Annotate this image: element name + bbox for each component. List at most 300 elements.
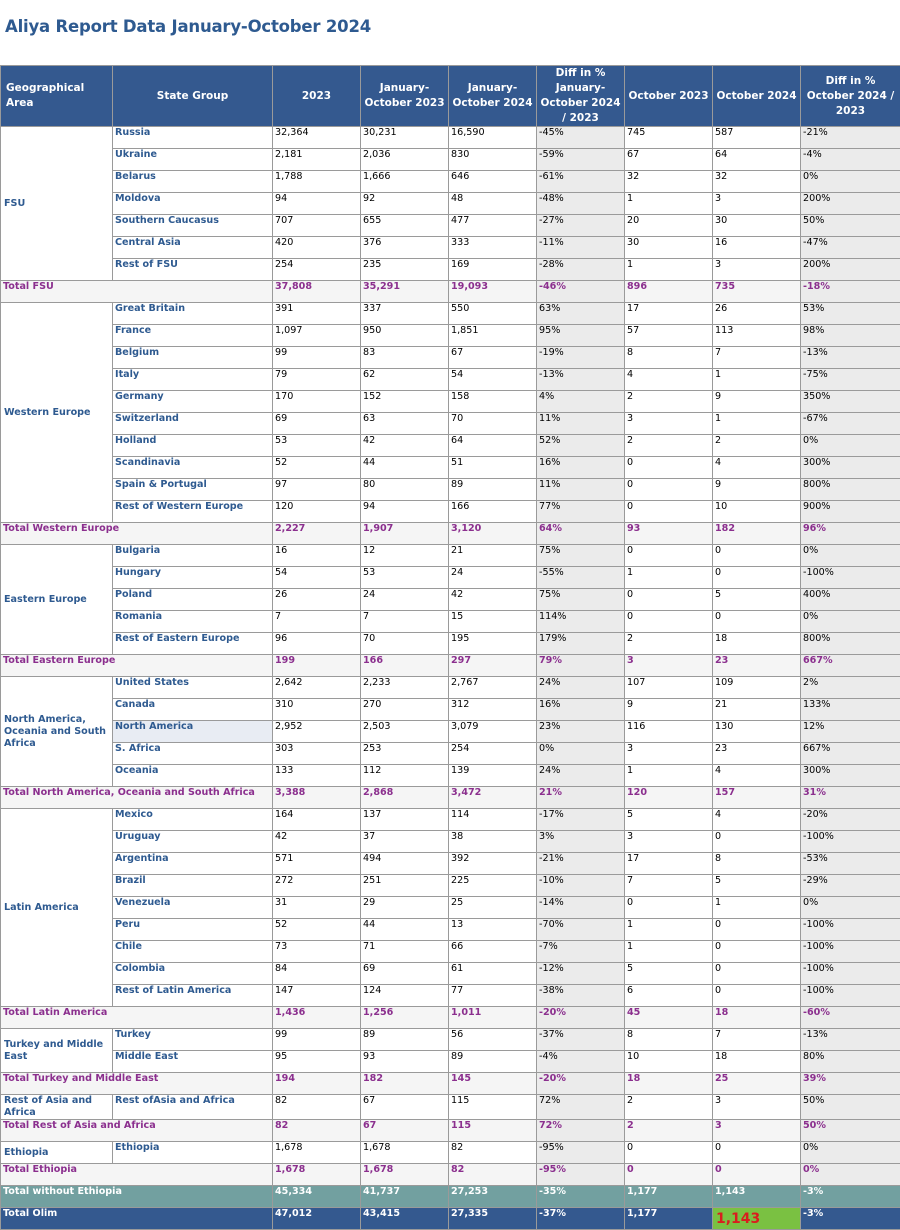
diff-oct-cell: -3% xyxy=(801,1208,900,1230)
value-oct-2024-cell: 23 xyxy=(713,743,801,765)
table-row xyxy=(1,457,900,479)
value-jan-oct-2024-cell: 51 xyxy=(449,457,537,479)
value-oct-2024-cell: 64 xyxy=(713,149,801,171)
value-jan-oct-2024-cell: 67 xyxy=(449,347,537,369)
state-group-cell: Rest of Latin America xyxy=(113,985,273,1007)
diff-oct-cell: -100% xyxy=(801,567,900,589)
diff-oct-cell: 0% xyxy=(801,897,900,919)
diff-oct-cell: 800% xyxy=(801,479,900,501)
state-group-cell: Peru xyxy=(113,919,273,941)
value-oct-2024-cell: 1 xyxy=(713,897,801,919)
value-oct-2023-cell: 116 xyxy=(625,721,713,743)
value-oct-2024-cell: 32 xyxy=(713,171,801,193)
value-oct-2023-cell: 9 xyxy=(625,699,713,721)
diff-jan-oct-cell: 52% xyxy=(537,435,625,457)
value-jan-oct-2023-cell: 24 xyxy=(361,589,449,611)
state-group-cell: Switzerland xyxy=(113,413,273,435)
value-oct-2023-cell: 0 xyxy=(625,589,713,611)
header-jan-oct-2023: January-October 2023 xyxy=(361,66,449,127)
diff-jan-oct-cell: -37% xyxy=(537,1029,625,1051)
value-oct-2023-cell: 0 xyxy=(625,1142,713,1164)
diff-oct-cell: -3% xyxy=(801,1186,900,1208)
value-2023-cell: 31 xyxy=(273,897,361,919)
total-label-cell: Total Rest of Asia and Africa xyxy=(1,1120,273,1142)
value-oct-2023-cell: 0 xyxy=(625,501,713,523)
value-2023-cell: 82 xyxy=(273,1095,361,1120)
diff-oct-cell: 50% xyxy=(801,215,900,237)
diff-oct-cell: -13% xyxy=(801,1029,900,1051)
diff-oct-cell: 39% xyxy=(801,1073,900,1095)
diff-jan-oct-cell: -19% xyxy=(537,347,625,369)
value-oct-2023-cell: 67 xyxy=(625,149,713,171)
table-row xyxy=(1,127,900,149)
value-jan-oct-2023-cell: 152 xyxy=(361,391,449,413)
diff-jan-oct-cell: 24% xyxy=(537,677,625,699)
value-oct-2024-cell: 587 xyxy=(713,127,801,149)
table-row xyxy=(1,347,900,369)
value-jan-oct-2024-cell: 477 xyxy=(449,215,537,237)
value-oct-2024-cell: 4 xyxy=(713,809,801,831)
diff-oct-cell: 53% xyxy=(801,303,900,325)
state-group-cell: Mexico xyxy=(113,809,273,831)
value-jan-oct-2023-cell: 53 xyxy=(361,567,449,589)
diff-oct-cell: -100% xyxy=(801,985,900,1007)
table-row xyxy=(1,325,900,347)
diff-jan-oct-cell: -48% xyxy=(537,193,625,215)
value-oct-2024-cell: 30 xyxy=(713,215,801,237)
geographical-area-cell: Western Europe xyxy=(1,303,113,523)
value-2023-cell: 1,678 xyxy=(273,1164,361,1186)
value-oct-2024-cell: 5 xyxy=(713,875,801,897)
value-jan-oct-2023-cell: 83 xyxy=(361,347,449,369)
value-jan-oct-2023-cell: 62 xyxy=(361,369,449,391)
value-jan-oct-2023-cell: 251 xyxy=(361,875,449,897)
value-2023-cell: 52 xyxy=(273,919,361,941)
value-jan-oct-2024-cell: 158 xyxy=(449,391,537,413)
table-row xyxy=(1,853,900,875)
diff-jan-oct-cell: -20% xyxy=(537,1073,625,1095)
value-oct-2023-cell: 5 xyxy=(625,963,713,985)
value-oct-2024-cell: 3 xyxy=(713,1095,801,1120)
diff-jan-oct-cell: -7% xyxy=(537,941,625,963)
value-oct-2024-cell: 1 xyxy=(713,369,801,391)
diff-oct-cell: -100% xyxy=(801,919,900,941)
diff-oct-cell: 50% xyxy=(801,1120,900,1142)
table-row xyxy=(1,897,900,919)
value-jan-oct-2024-cell: 66 xyxy=(449,941,537,963)
table-row xyxy=(1,963,900,985)
state-group-cell: Ethiopia xyxy=(113,1142,273,1164)
state-group-cell: S. Africa xyxy=(113,743,273,765)
value-2023-cell: 37,808 xyxy=(273,281,361,303)
value-2023-cell: 310 xyxy=(273,699,361,721)
value-oct-2024-cell: 0 xyxy=(713,1164,801,1186)
value-2023-cell: 3,388 xyxy=(273,787,361,809)
value-jan-oct-2024-cell: 82 xyxy=(449,1142,537,1164)
value-oct-2023-cell: 8 xyxy=(625,1029,713,1051)
table-row xyxy=(1,369,900,391)
value-jan-oct-2024-cell: 225 xyxy=(449,875,537,897)
diff-oct-cell: -4% xyxy=(801,149,900,171)
value-oct-2024-cell: 0 xyxy=(713,963,801,985)
value-jan-oct-2023-cell: 124 xyxy=(361,985,449,1007)
header-diff-jan-oct: Diff in % January-October 2024 / 2023 xyxy=(537,66,625,127)
value-oct-2024-cell: 18 xyxy=(713,633,801,655)
value-2023-cell: 84 xyxy=(273,963,361,985)
value-2023-cell: 1,788 xyxy=(273,171,361,193)
value-jan-oct-2023-cell: 35,291 xyxy=(361,281,449,303)
value-oct-2023-cell: 17 xyxy=(625,303,713,325)
value-jan-oct-2024-cell: 25 xyxy=(449,897,537,919)
header-jan-oct-2024: January-October 2024 xyxy=(449,66,537,127)
table-row xyxy=(1,1051,900,1073)
value-jan-oct-2023-cell: 137 xyxy=(361,809,449,831)
diff-oct-cell: 0% xyxy=(801,171,900,193)
value-jan-oct-2024-cell: 61 xyxy=(449,963,537,985)
value-2023-cell: 1,678 xyxy=(273,1142,361,1164)
value-jan-oct-2024-cell: 646 xyxy=(449,171,537,193)
value-oct-2023-cell: 3 xyxy=(625,831,713,853)
value-jan-oct-2024-cell: 19,093 xyxy=(449,281,537,303)
value-2023-cell: 79 xyxy=(273,369,361,391)
value-oct-2024-cell: 25 xyxy=(713,1073,801,1095)
value-2023-cell: 707 xyxy=(273,215,361,237)
diff-jan-oct-cell: 4% xyxy=(537,391,625,413)
diff-oct-cell: -53% xyxy=(801,853,900,875)
value-2023-cell: 391 xyxy=(273,303,361,325)
value-jan-oct-2023-cell: 94 xyxy=(361,501,449,523)
value-jan-oct-2023-cell: 69 xyxy=(361,963,449,985)
value-2023-cell: 95 xyxy=(273,1051,361,1073)
value-jan-oct-2023-cell: 70 xyxy=(361,633,449,655)
value-oct-2024-cell: 2 xyxy=(713,435,801,457)
value-2023-cell: 45,334 xyxy=(273,1186,361,1208)
state-group-cell: Canada xyxy=(113,699,273,721)
state-group-cell: Poland xyxy=(113,589,273,611)
diff-jan-oct-cell: 0% xyxy=(537,743,625,765)
value-jan-oct-2024-cell: 139 xyxy=(449,765,537,787)
table-row xyxy=(1,171,900,193)
value-jan-oct-2023-cell: 7 xyxy=(361,611,449,633)
value-jan-oct-2023-cell: 37 xyxy=(361,831,449,853)
diff-jan-oct-cell: 75% xyxy=(537,589,625,611)
total-label-cell: Total Olim xyxy=(1,1208,273,1230)
value-oct-2023-cell: 2 xyxy=(625,435,713,457)
diff-jan-oct-cell: -12% xyxy=(537,963,625,985)
table-row xyxy=(1,611,900,633)
value-jan-oct-2024-cell: 89 xyxy=(449,1051,537,1073)
value-jan-oct-2023-cell: 494 xyxy=(361,853,449,875)
diff-oct-cell: -60% xyxy=(801,1007,900,1029)
diff-jan-oct-cell: 72% xyxy=(537,1120,625,1142)
value-oct-2023-cell: 7 xyxy=(625,875,713,897)
value-2023-cell: 170 xyxy=(273,391,361,413)
diff-jan-oct-cell: -95% xyxy=(537,1142,625,1164)
value-jan-oct-2024-cell: 21 xyxy=(449,545,537,567)
value-jan-oct-2024-cell: 550 xyxy=(449,303,537,325)
value-jan-oct-2024-cell: 312 xyxy=(449,699,537,721)
state-group-cell: Belarus xyxy=(113,171,273,193)
table-row xyxy=(1,391,900,413)
value-2023-cell: 1,436 xyxy=(273,1007,361,1029)
diff-jan-oct-cell: 63% xyxy=(537,303,625,325)
table-row xyxy=(1,699,900,721)
state-group-cell: Rest ofAsia and Africa xyxy=(113,1095,273,1120)
value-oct-2024-cell: 0 xyxy=(713,567,801,589)
state-group-cell: Great Britain xyxy=(113,303,273,325)
value-oct-2023-cell: 0 xyxy=(625,545,713,567)
header-geographical-area: Geographical Area xyxy=(1,66,113,127)
value-2023-cell: 26 xyxy=(273,589,361,611)
value-jan-oct-2023-cell: 2,503 xyxy=(361,721,449,743)
table-row xyxy=(1,501,900,523)
table-row xyxy=(1,589,900,611)
value-oct-2023-cell: 57 xyxy=(625,325,713,347)
value-2023-cell: 82 xyxy=(273,1120,361,1142)
value-oct-2024-cell: 8 xyxy=(713,853,801,875)
table-row xyxy=(1,259,900,281)
diff-oct-cell: -21% xyxy=(801,127,900,149)
diff-oct-cell: -47% xyxy=(801,237,900,259)
state-group-cell: Bulgaria xyxy=(113,545,273,567)
diff-jan-oct-cell: -38% xyxy=(537,985,625,1007)
value-jan-oct-2024-cell: 89 xyxy=(449,479,537,501)
table-row xyxy=(1,633,900,655)
value-2023-cell: 2,642 xyxy=(273,677,361,699)
diff-jan-oct-cell: -14% xyxy=(537,897,625,919)
diff-oct-cell: 0% xyxy=(801,435,900,457)
diff-jan-oct-cell: 21% xyxy=(537,787,625,809)
state-group-cell: Rest of FSU xyxy=(113,259,273,281)
value-oct-2024-cell: 109 xyxy=(713,677,801,699)
value-jan-oct-2024-cell: 42 xyxy=(449,589,537,611)
value-2023-cell: 97 xyxy=(273,479,361,501)
diff-oct-cell: 96% xyxy=(801,523,900,545)
table-row xyxy=(1,941,900,963)
value-2023-cell: 272 xyxy=(273,875,361,897)
value-2023-cell: 7 xyxy=(273,611,361,633)
value-jan-oct-2023-cell: 1,256 xyxy=(361,1007,449,1029)
total-label-cell: Total Eastern Europe xyxy=(1,655,273,677)
diff-oct-cell: -13% xyxy=(801,347,900,369)
header-state-group: State Group xyxy=(113,66,273,127)
state-group-cell: Middle East xyxy=(113,1051,273,1073)
diff-oct-cell: 0% xyxy=(801,545,900,567)
value-oct-2023-cell: 0 xyxy=(625,1164,713,1186)
table-row xyxy=(1,193,900,215)
value-jan-oct-2023-cell: 44 xyxy=(361,919,449,941)
total-row xyxy=(1,1073,900,1095)
table-row xyxy=(1,743,900,765)
table-row xyxy=(1,1142,900,1164)
value-oct-2023-cell: 8 xyxy=(625,347,713,369)
state-group-cell: Belgium xyxy=(113,347,273,369)
value-jan-oct-2024-cell: 82 xyxy=(449,1164,537,1186)
value-oct-2023-cell: 1 xyxy=(625,567,713,589)
state-group-cell: Argentina xyxy=(113,853,273,875)
state-group-cell: Hungary xyxy=(113,567,273,589)
value-2023-cell: 32,364 xyxy=(273,127,361,149)
value-jan-oct-2024-cell: 27,253 xyxy=(449,1186,537,1208)
value-oct-2024-cell: 9 xyxy=(713,479,801,501)
value-2023-cell: 571 xyxy=(273,853,361,875)
value-oct-2024-cell: 157 xyxy=(713,787,801,809)
diff-jan-oct-cell: -95% xyxy=(537,1164,625,1186)
geographical-area-cell: Eastern Europe xyxy=(1,545,113,655)
diff-jan-oct-cell: 77% xyxy=(537,501,625,523)
total-row xyxy=(1,1120,900,1142)
diff-jan-oct-cell: 72% xyxy=(537,1095,625,1120)
geographical-area-cell: Rest of Asia and Africa xyxy=(1,1095,113,1120)
value-jan-oct-2023-cell: 63 xyxy=(361,413,449,435)
value-jan-oct-2024-cell: 77 xyxy=(449,985,537,1007)
value-2023-cell: 2,952 xyxy=(273,721,361,743)
value-jan-oct-2023-cell: 43,415 xyxy=(361,1208,449,1230)
aliya-data-table xyxy=(0,65,900,1230)
table-row xyxy=(1,435,900,457)
table-row xyxy=(1,479,900,501)
diff-oct-cell: 350% xyxy=(801,391,900,413)
value-2023-cell: 94 xyxy=(273,193,361,215)
diff-oct-cell: 200% xyxy=(801,259,900,281)
value-jan-oct-2023-cell: 376 xyxy=(361,237,449,259)
diff-jan-oct-cell: 11% xyxy=(537,413,625,435)
total-label-cell: Total Turkey and Middle East xyxy=(1,1073,273,1095)
table-row xyxy=(1,149,900,171)
diff-oct-cell: 200% xyxy=(801,193,900,215)
table-header-row xyxy=(1,66,900,127)
value-jan-oct-2023-cell: 2,036 xyxy=(361,149,449,171)
value-oct-2024-cell: 735 xyxy=(713,281,801,303)
value-oct-2023-cell: 30 xyxy=(625,237,713,259)
table-row xyxy=(1,875,900,897)
value-2023-cell: 96 xyxy=(273,633,361,655)
value-oct-2024-cell: 4 xyxy=(713,765,801,787)
state-group-cell: Moldova xyxy=(113,193,273,215)
diff-oct-cell: 2% xyxy=(801,677,900,699)
diff-jan-oct-cell: -70% xyxy=(537,919,625,941)
value-jan-oct-2023-cell: 1,666 xyxy=(361,171,449,193)
value-jan-oct-2024-cell: 169 xyxy=(449,259,537,281)
state-group-cell: Italy xyxy=(113,369,273,391)
value-oct-2024-cell: 1 xyxy=(713,413,801,435)
value-2023-cell: 99 xyxy=(273,1029,361,1051)
value-oct-2024-cell: 9 xyxy=(713,391,801,413)
diff-jan-oct-cell: -61% xyxy=(537,171,625,193)
diff-jan-oct-cell: 16% xyxy=(537,457,625,479)
total-without-ethiopia-row xyxy=(1,1186,900,1208)
diff-oct-cell: -67% xyxy=(801,413,900,435)
value-jan-oct-2024-cell: 3,120 xyxy=(449,523,537,545)
diff-jan-oct-cell: -20% xyxy=(537,1007,625,1029)
value-oct-2024-cell: 4 xyxy=(713,457,801,479)
total-row xyxy=(1,655,900,677)
header-october-2023: October 2023 xyxy=(625,66,713,127)
diff-jan-oct-cell: 24% xyxy=(537,765,625,787)
diff-oct-cell: -100% xyxy=(801,831,900,853)
value-oct-2023-cell: 2 xyxy=(625,633,713,655)
value-jan-oct-2023-cell: 29 xyxy=(361,897,449,919)
total-row xyxy=(1,281,900,303)
value-oct-2024-cell: 0 xyxy=(713,545,801,567)
value-oct-2023-cell: 93 xyxy=(625,523,713,545)
value-jan-oct-2023-cell: 80 xyxy=(361,479,449,501)
value-oct-2023-cell: 5 xyxy=(625,809,713,831)
value-oct-2024-cell: 23 xyxy=(713,655,801,677)
total-label-cell: Total Ethiopia xyxy=(1,1164,273,1186)
value-oct-2024-cell: 0 xyxy=(713,611,801,633)
state-group-cell: Southern Caucasus xyxy=(113,215,273,237)
value-oct-2024-cell: 3 xyxy=(713,1120,801,1142)
diff-jan-oct-cell: 179% xyxy=(537,633,625,655)
state-group-cell: United States xyxy=(113,677,273,699)
value-oct-2023-cell: 1 xyxy=(625,193,713,215)
value-2023-cell: 16 xyxy=(273,545,361,567)
value-oct-2023-cell: 1 xyxy=(625,765,713,787)
value-jan-oct-2024-cell: 254 xyxy=(449,743,537,765)
state-group-cell: Romania xyxy=(113,611,273,633)
value-oct-2023-cell: 1 xyxy=(625,919,713,941)
value-oct-2024-cell: 113 xyxy=(713,325,801,347)
value-oct-2023-cell: 17 xyxy=(625,853,713,875)
total-label-cell: Total without Ethiopia xyxy=(1,1186,273,1208)
diff-oct-cell: -75% xyxy=(801,369,900,391)
value-oct-2024-cell: 5 xyxy=(713,589,801,611)
total-row xyxy=(1,1007,900,1029)
state-group-cell: North America xyxy=(113,721,273,743)
state-group-cell: Ukraine xyxy=(113,149,273,171)
value-oct-2023-cell: 120 xyxy=(625,787,713,809)
diff-oct-cell: 133% xyxy=(801,699,900,721)
value-jan-oct-2023-cell: 41,737 xyxy=(361,1186,449,1208)
value-jan-oct-2023-cell: 1,907 xyxy=(361,523,449,545)
value-jan-oct-2024-cell: 195 xyxy=(449,633,537,655)
value-oct-2023-cell: 2 xyxy=(625,1095,713,1120)
value-2023-cell: 53 xyxy=(273,435,361,457)
diff-jan-oct-cell: -59% xyxy=(537,149,625,171)
diff-oct-cell: 50% xyxy=(801,1095,900,1120)
value-oct-2023-cell: 4 xyxy=(625,369,713,391)
diff-oct-cell: 12% xyxy=(801,721,900,743)
value-jan-oct-2023-cell: 2,868 xyxy=(361,787,449,809)
value-jan-oct-2024-cell: 115 xyxy=(449,1120,537,1142)
value-2023-cell: 303 xyxy=(273,743,361,765)
state-group-cell: Venezuela xyxy=(113,897,273,919)
value-oct-2024-cell: 3 xyxy=(713,193,801,215)
value-jan-oct-2023-cell: 182 xyxy=(361,1073,449,1095)
diff-oct-cell: 300% xyxy=(801,765,900,787)
value-jan-oct-2024-cell: 2,767 xyxy=(449,677,537,699)
diff-jan-oct-cell: -55% xyxy=(537,567,625,589)
value-oct-2023-cell: 1,177 xyxy=(625,1208,713,1230)
table-row xyxy=(1,765,900,787)
diff-jan-oct-cell: -46% xyxy=(537,281,625,303)
table-row xyxy=(1,919,900,941)
table-row xyxy=(1,809,900,831)
value-jan-oct-2024-cell: 24 xyxy=(449,567,537,589)
geographical-area-cell: North America, Oceania and South Africa xyxy=(1,677,113,787)
value-jan-oct-2023-cell: 166 xyxy=(361,655,449,677)
table-row xyxy=(1,237,900,259)
value-2023-cell: 42 xyxy=(273,831,361,853)
table-row xyxy=(1,303,900,325)
value-oct-2023-cell: 1 xyxy=(625,941,713,963)
value-jan-oct-2024-cell: 166 xyxy=(449,501,537,523)
value-jan-oct-2024-cell: 1,851 xyxy=(449,325,537,347)
header-2023: 2023 xyxy=(273,66,361,127)
value-jan-oct-2024-cell: 48 xyxy=(449,193,537,215)
table-row xyxy=(1,1095,900,1120)
